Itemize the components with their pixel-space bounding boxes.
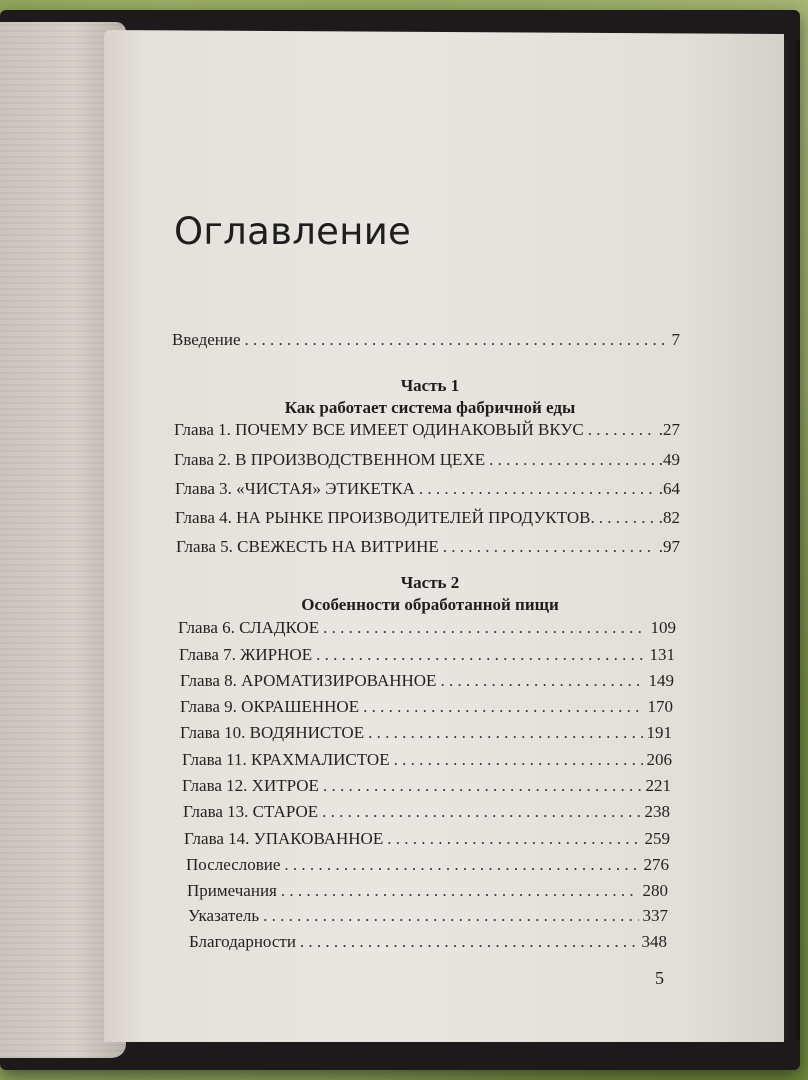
toc-entry[interactable] [176, 537, 680, 559]
toc-leader-dots [263, 906, 638, 926]
toc-leader-dots [322, 802, 640, 822]
toc-entry[interactable] [186, 855, 669, 877]
toc-leader-dots [323, 618, 646, 638]
toc-entry-label: Глава 12. ХИТРОЕ [182, 776, 319, 795]
toc-entry[interactable] [179, 645, 675, 667]
toc-entry[interactable] [180, 697, 673, 719]
toc-entry[interactable] [180, 723, 672, 745]
part-heading: Часть 2 [400, 573, 460, 592]
toc-entry-label: Глава 3. «ЧИСТАЯ» ЭТИКЕТКА [175, 479, 415, 498]
toc-entry[interactable] [175, 508, 680, 530]
toc-leader-dots [316, 645, 645, 665]
toc-entry-label: Глава 13. СТАРОЕ [183, 802, 319, 821]
toc-leader-dots [588, 420, 655, 440]
toc-entry-page: .27 [658, 420, 680, 439]
toc-entry-page: 7 [671, 330, 680, 349]
part-subtitle: Особенности обработанной пищи [301, 595, 559, 614]
toc-entry-page: 221 [645, 776, 671, 795]
toc-entry-label: Примечания [187, 881, 277, 900]
toc-entry-label: Послесловие [186, 855, 281, 874]
page-title: Оглавление [174, 210, 412, 253]
toc-entry[interactable] [184, 829, 670, 851]
toc-entry-page: 238 [644, 802, 670, 821]
toc-entry-page: 337 [642, 906, 668, 925]
page-number: 5 [655, 968, 664, 988]
toc-leader-dots [440, 671, 644, 691]
toc-leader-dots [419, 479, 655, 499]
toc-entry[interactable] [188, 906, 668, 928]
toc-entry-page: .97 [658, 537, 680, 556]
toc-leader-dots [323, 776, 642, 796]
toc-entry-page: 259 [644, 829, 670, 848]
toc-entry-page: 131 [649, 645, 675, 664]
toc-leader-dots [245, 330, 668, 350]
toc-leader-dots [394, 750, 643, 770]
toc-entry[interactable] [182, 750, 672, 772]
toc-leader-dots [368, 723, 642, 743]
toc-entry-label: Введение [172, 330, 241, 349]
toc-leader-dots [363, 697, 643, 717]
toc-entry[interactable] [183, 802, 670, 824]
toc-leader-dots [489, 450, 655, 470]
toc-entry[interactable] [180, 671, 674, 693]
toc-leader-dots [300, 932, 638, 952]
toc-entry-label: Глава 10. ВОДЯНИСТОЕ [180, 723, 365, 742]
toc-leader-dots [443, 537, 655, 557]
toc-leader-dots [599, 508, 655, 528]
toc-entry-page: .49 [658, 450, 680, 469]
toc-entry-label: Глава 9. ОКРАШЕННОЕ [180, 697, 360, 716]
toc-entry-label: Указатель [188, 906, 260, 925]
toc-entry-intro[interactable] [172, 330, 680, 352]
toc-entry[interactable] [178, 618, 676, 640]
toc-entry-label: Глава 11. КРАХМАЛИСТОЕ [182, 750, 390, 769]
toc-entry-label: Глава 1. ПОЧЕМУ ВСЕ ИМЕЕТ ОДИНАКОВЫЙ ВКУС [174, 420, 584, 439]
toc-entry[interactable] [174, 450, 680, 472]
toc-entry-page: 206 [646, 750, 672, 769]
toc-entry-label: Глава 6. СЛАДКОЕ [178, 618, 320, 637]
toc-entry[interactable] [189, 932, 667, 954]
toc-entry-label: Глава 2. В ПРОИЗВОДСТВЕННОМ ЦЕХЕ [174, 450, 486, 469]
toc-entry-page: 276 [643, 855, 669, 874]
toc-entry-page: 348 [641, 932, 667, 951]
toc-entry-label: Благодарности [189, 932, 296, 951]
toc-entry[interactable] [174, 420, 680, 442]
toc-entry-page: 109 [650, 618, 676, 637]
toc-entry-page: .82 [658, 508, 680, 527]
toc-entry-page: 191 [646, 723, 672, 742]
toc-entry-page: 170 [647, 697, 673, 716]
toc-entry[interactable] [182, 776, 671, 798]
toc-entry[interactable] [175, 479, 680, 501]
toc-entry-page: 149 [648, 671, 674, 690]
toc-entry-label: Глава 7. ЖИРНОЕ [179, 645, 313, 664]
toc-entry-label: Глава 8. АРОМАТИЗИРОВАННОЕ [180, 671, 437, 690]
toc-entry-label: Глава 5. СВЕЖЕСТЬ НА ВИТРИНЕ [176, 537, 439, 556]
toc-leader-dots [281, 881, 639, 901]
toc-entry-label: Глава 4. НА РЫНКЕ ПРОИЗВОДИТЕЛЕЙ ПРОДУКТОВ. [175, 508, 595, 527]
toc-leader-dots [387, 829, 640, 849]
toc-entry-label: Глава 14. УПАКОВАННОЕ [184, 829, 384, 848]
toc-entry-page: .64 [658, 479, 680, 498]
part-subtitle: Как работает система фабричной еды [284, 398, 576, 417]
toc-entry-page: 280 [642, 881, 668, 900]
toc-leader-dots [284, 855, 639, 875]
part-heading: Часть 1 [400, 376, 460, 395]
toc-entry[interactable] [187, 881, 668, 903]
